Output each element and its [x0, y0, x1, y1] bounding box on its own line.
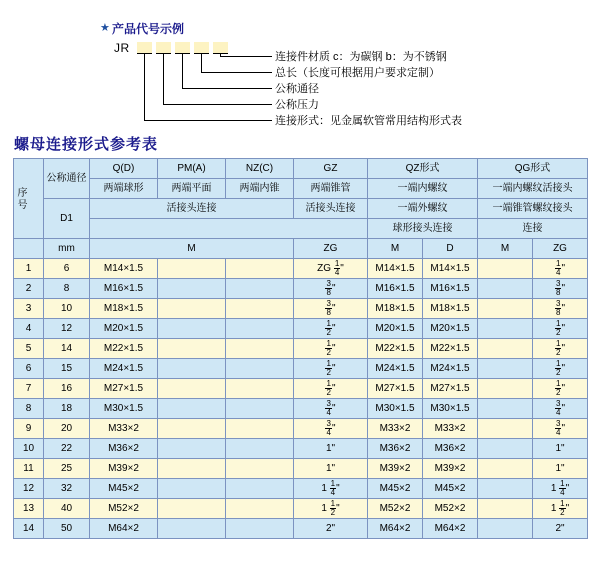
cell-qz-m: M45×2: [368, 479, 423, 499]
cell-pm: [158, 339, 226, 359]
cell-qz-m: M24×1.5: [368, 359, 423, 379]
code-box: [137, 42, 152, 54]
header-unit-seq: [14, 239, 44, 259]
cell-q: M16×1.5: [90, 279, 158, 299]
cell-gz: 2": [294, 519, 368, 539]
cell-gz: $\frac{3}{8}$ ": [294, 279, 368, 299]
header-desc-gz: 两端锥管: [294, 179, 368, 199]
table-row: [14, 519, 588, 539]
cell-gz: $\frac{1}{2}$ ": [294, 339, 368, 359]
cell-pm: [158, 439, 226, 459]
header-group-qg: QG形式: [478, 159, 588, 179]
cell-qg-zg: 1 $\frac{1}{4}$ ": [533, 479, 588, 499]
cell-qz-m: M27×1.5: [368, 379, 423, 399]
cell-q: M45×2: [90, 479, 158, 499]
cell-qz-d: M24×1.5: [423, 359, 478, 379]
table-row: [14, 439, 588, 459]
cell-qg-zg: $\frac{1}{4}$ ": [533, 259, 588, 279]
cell-pm: [158, 279, 226, 299]
cell-qz-d: M14×1.5: [423, 259, 478, 279]
cell-gz: $\frac{3}{4}$ ": [294, 419, 368, 439]
cell-pm: [158, 499, 226, 519]
cell-q: M14×1.5: [90, 259, 158, 279]
cell-seq: 9: [14, 419, 44, 439]
leader-line: [182, 54, 183, 88]
cell-qg-m: [478, 519, 533, 539]
cell-qz-d: M18×1.5: [423, 299, 478, 319]
header-desc2-gz: 活接头连接: [294, 199, 368, 219]
cell-qg-m: [478, 439, 533, 459]
cell-gz: $\frac{3}{4}$ ": [294, 399, 368, 419]
cell-q: M64×2: [90, 519, 158, 539]
cell-seq: 6: [14, 359, 44, 379]
cell-qg-zg: 1 $\frac{1}{2}$ ": [533, 499, 588, 519]
cell-gz: $\frac{3}{8}$ ": [294, 299, 368, 319]
cell-pm: [158, 419, 226, 439]
cell-pm: [158, 399, 226, 419]
header-desc2-qg: 一端锥管螺纹接头: [478, 199, 588, 219]
cell-gz: 1": [294, 439, 368, 459]
cell-qg-m: [478, 339, 533, 359]
header-unit-m: M: [90, 239, 294, 259]
table-row: [14, 459, 588, 479]
cell-dn: 15: [44, 359, 90, 379]
cell-nz: [226, 299, 294, 319]
cell-dn: 16: [44, 379, 90, 399]
cell-pm: [158, 259, 226, 279]
cell-nz: [226, 439, 294, 459]
header-group-nz: NZ(C): [226, 159, 294, 179]
cell-qg-zg: $\frac{1}{2}$ ": [533, 359, 588, 379]
cell-pm: [158, 359, 226, 379]
cell-qg-m: [478, 399, 533, 419]
cell-dn: 8: [44, 279, 90, 299]
cell-qz-m: M30×1.5: [368, 399, 423, 419]
cell-seq: 11: [14, 459, 44, 479]
header-desc-q: 两端球形: [90, 179, 158, 199]
cell-nz: [226, 459, 294, 479]
cell-gz: ZG $\frac{1}{4}$ ": [294, 259, 368, 279]
cell-q: M52×2: [90, 499, 158, 519]
table-row: [14, 319, 588, 339]
cell-qg-zg: $\frac{1}{2}$ ": [533, 379, 588, 399]
cell-gz: 1 $\frac{1}{2}$ ": [294, 499, 368, 519]
leader-line: [201, 72, 272, 73]
cell-dn: 6: [44, 259, 90, 279]
cell-qz-d: M39×2: [423, 459, 478, 479]
table-row: [14, 419, 588, 439]
code-box: [213, 42, 228, 54]
cell-nz: [226, 339, 294, 359]
cell-qg-m: [478, 299, 533, 319]
cell-qg-m: [478, 279, 533, 299]
code-box: [194, 42, 209, 54]
leader-line: [163, 104, 272, 105]
cell-qg-zg: $\frac{3}{8}$ ": [533, 299, 588, 319]
cell-qg-zg: 2": [533, 519, 588, 539]
header-seq-label: 序号: [15, 186, 26, 211]
code-prefix: JR: [114, 41, 130, 55]
cell-dn: 18: [44, 399, 90, 419]
leader-label-nominal-pressure: 公称压力: [275, 99, 319, 111]
header-desc-pm: 两端平面: [158, 179, 226, 199]
star-icon: ★: [100, 22, 110, 34]
header-unit-mm: mm: [44, 239, 90, 259]
header-unit-qg-m: M: [478, 239, 533, 259]
cell-nz: [226, 519, 294, 539]
cell-q: M33×2: [90, 419, 158, 439]
cell-pm: [158, 319, 226, 339]
cell-gz: 1 $\frac{1}{4}$ ": [294, 479, 368, 499]
cell-q: M30×1.5: [90, 399, 158, 419]
cell-gz: 1": [294, 459, 368, 479]
table-header-row: [14, 179, 588, 199]
table-row: [14, 299, 588, 319]
cell-gz: $\frac{1}{2}$ ": [294, 319, 368, 339]
cell-qg-m: [478, 459, 533, 479]
table-header-row: [14, 159, 588, 179]
cell-qg-m: [478, 319, 533, 339]
header-dn: 公称通径: [44, 159, 90, 199]
cell-seq: 14: [14, 519, 44, 539]
cell-q: M39×2: [90, 459, 158, 479]
cell-qg-zg: $\frac{1}{2}$ ": [533, 339, 588, 359]
cell-qz-m: M39×2: [368, 459, 423, 479]
header-unit-qz-d: D: [423, 239, 478, 259]
leader-line: [144, 54, 145, 120]
cell-nz: [226, 379, 294, 399]
table-header-row: [14, 199, 588, 219]
leader-labels: [275, 49, 462, 129]
cell-pm: [158, 519, 226, 539]
cell-dn: 12: [44, 319, 90, 339]
cell-q: M22×1.5: [90, 339, 158, 359]
leader-label-length: 总长（长度可根据用户要求定制）: [275, 67, 440, 79]
table-header-row: [14, 239, 588, 259]
cell-qg-zg: $\frac{3}{4}$ ": [533, 399, 588, 419]
cell-dn: 14: [44, 339, 90, 359]
cell-pm: [158, 479, 226, 499]
cell-dn: 22: [44, 439, 90, 459]
header-desc3-qg: 连接: [478, 219, 588, 239]
header-desc3-qz: 球形接头连接: [368, 219, 478, 239]
cell-qz-d: M20×1.5: [423, 319, 478, 339]
cell-qg-zg: $\frac{3}{8}$ ": [533, 279, 588, 299]
cell-qg-m: [478, 419, 533, 439]
cell-dn: 20: [44, 419, 90, 439]
cell-seq: 13: [14, 499, 44, 519]
cell-dn: 10: [44, 299, 90, 319]
header-unit-qz-m: M: [368, 239, 423, 259]
product-code-diagram: [0, 0, 600, 132]
cell-qg-zg: $\frac{3}{4}$ ": [533, 419, 588, 439]
cell-qg-zg: 1": [533, 459, 588, 479]
cell-nz: [226, 319, 294, 339]
table-row: [14, 379, 588, 399]
cell-q: M18×1.5: [90, 299, 158, 319]
table-row: [14, 399, 588, 419]
cell-qg-zg: $\frac{1}{2}$ ": [533, 319, 588, 339]
header-group-qz: QZ形式: [368, 159, 478, 179]
cell-seq: 8: [14, 399, 44, 419]
header-seq: [14, 159, 44, 239]
cell-q: M24×1.5: [90, 359, 158, 379]
leader-line: [201, 54, 202, 72]
cell-qz-d: M16×1.5: [423, 279, 478, 299]
cell-nz: [226, 399, 294, 419]
cell-pm: [158, 299, 226, 319]
cell-seq: 10: [14, 439, 44, 459]
leader-label-material: 连接件材质 c：为碳钢 b：为不锈钢: [275, 51, 447, 63]
cell-qz-d: M52×2: [423, 499, 478, 519]
table-row: [14, 499, 588, 519]
cell-q: M36×2: [90, 439, 158, 459]
cell-pm: [158, 379, 226, 399]
cell-pm: [158, 459, 226, 479]
table-row: [14, 479, 588, 499]
cell-qg-m: [478, 259, 533, 279]
header-desc-nz: 两端内锥: [226, 179, 294, 199]
leader-line: [144, 120, 272, 121]
cell-nz: [226, 419, 294, 439]
header-d1: D1: [44, 199, 90, 239]
code-box: [175, 42, 190, 54]
spec-table-wrap: [13, 158, 587, 539]
cell-qz-d: M36×2: [423, 439, 478, 459]
cell-qg-m: [478, 499, 533, 519]
cell-qz-d: M33×2: [423, 419, 478, 439]
code-boxes: [137, 42, 228, 54]
header-unit-qg-zg: ZG: [533, 239, 588, 259]
cell-qz-m: M18×1.5: [368, 299, 423, 319]
cell-q: M20×1.5: [90, 319, 158, 339]
diagram-title: 产品代号示例: [112, 22, 185, 36]
cell-qg-m: [478, 359, 533, 379]
cell-qz-d: M30×1.5: [423, 399, 478, 419]
cell-seq: 7: [14, 379, 44, 399]
cell-seq: 3: [14, 299, 44, 319]
page-title: 螺母连接形式参考表: [14, 136, 159, 153]
cell-seq: 2: [14, 279, 44, 299]
cell-nz: [226, 499, 294, 519]
cell-qz-m: M14×1.5: [368, 259, 423, 279]
cell-q: M27×1.5: [90, 379, 158, 399]
cell-qz-m: M36×2: [368, 439, 423, 459]
table-row: [14, 259, 588, 279]
cell-qg-zg: 1": [533, 439, 588, 459]
cell-seq: 12: [14, 479, 44, 499]
header-desc3-blank: [90, 219, 368, 239]
leader-line: [163, 54, 164, 104]
cell-qz-m: M52×2: [368, 499, 423, 519]
cell-nz: [226, 279, 294, 299]
header-desc-qg: 一端内螺纹活接头: [478, 179, 588, 199]
cell-gz: $\frac{1}{2}$ ": [294, 359, 368, 379]
cell-dn: 40: [44, 499, 90, 519]
cell-qz-m: M16×1.5: [368, 279, 423, 299]
cell-dn: 25: [44, 459, 90, 479]
cell-qz-m: M64×2: [368, 519, 423, 539]
cell-qz-d: M45×2: [423, 479, 478, 499]
header-unit-zg: ZG: [294, 239, 368, 259]
cell-qg-m: [478, 479, 533, 499]
cell-qz-m: M22×1.5: [368, 339, 423, 359]
cell-seq: 1: [14, 259, 44, 279]
header-group-pm: PM(A): [158, 159, 226, 179]
cell-qz-d: M22×1.5: [423, 339, 478, 359]
header-desc-qz: 一端内螺纹: [368, 179, 478, 199]
leader-label-connection-type: 连接形式：见金属软管常用结构形式表: [275, 115, 462, 127]
table-row: [14, 359, 588, 379]
cell-gz: $\frac{1}{2}$ ": [294, 379, 368, 399]
cell-nz: [226, 479, 294, 499]
cell-qz-m: M33×2: [368, 419, 423, 439]
cell-qg-m: [478, 379, 533, 399]
cell-seq: 5: [14, 339, 44, 359]
table-row: [14, 339, 588, 359]
cell-dn: 32: [44, 479, 90, 499]
cell-seq: 4: [14, 319, 44, 339]
cell-qz-d: M64×2: [423, 519, 478, 539]
cell-dn: 50: [44, 519, 90, 539]
leader-line: [220, 56, 272, 57]
spec-table: [13, 158, 588, 539]
header-group-gz: GZ: [294, 159, 368, 179]
cell-qz-d: M27×1.5: [423, 379, 478, 399]
leader-label-nominal-diameter: 公称通径: [275, 83, 319, 95]
cell-nz: [226, 359, 294, 379]
header-desc2-qpmnz: 活接头连接: [90, 199, 294, 219]
table-row: [14, 279, 588, 299]
header-group-q: Q(D): [90, 159, 158, 179]
cell-qz-m: M20×1.5: [368, 319, 423, 339]
header-desc2-qz: 一端外螺纹: [368, 199, 478, 219]
code-box: [156, 42, 171, 54]
leader-line: [182, 88, 272, 89]
cell-nz: [226, 259, 294, 279]
table-header-row: [14, 219, 588, 239]
